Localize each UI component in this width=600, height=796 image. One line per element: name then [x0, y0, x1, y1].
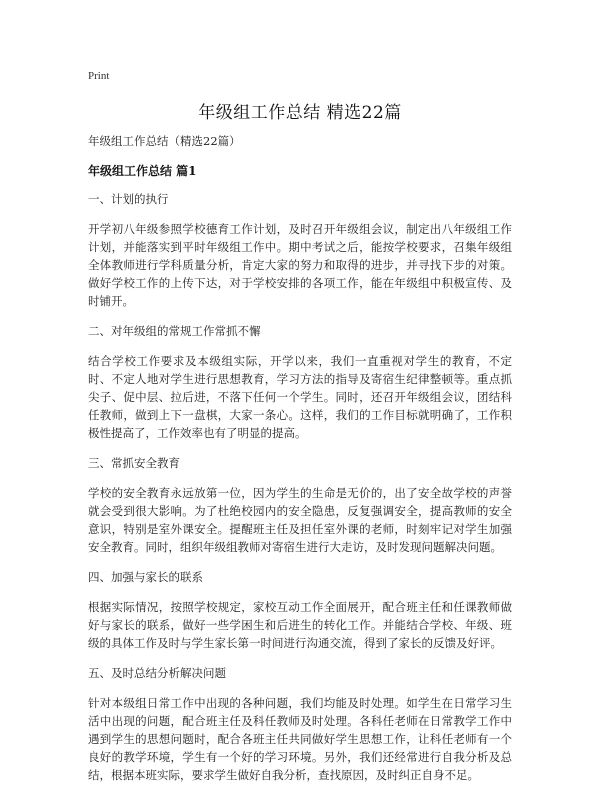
print-link[interactable]: Print [88, 70, 110, 82]
section-title: 年级组工作总结 篇1 [88, 164, 197, 178]
paragraph-3: 学校的安全教育永远放第一位，因为学生的生命是无价的，出了安全故学校的声誉就会受到很大影响。为了杜绝校园内的安全隐患，反复强调安全，提高教师的安全意识，特别是室外课安全。提醒班主任及担任室外课的老师，时刻牢记对学生加强安全教育。同时，组织年级组教师对寄宿生进行大走访，及时发现问题解决问题。 [88, 486, 512, 554]
section-heading-5: 五、及时总结分析解决问题 [88, 666, 226, 680]
paragraph-2: 结合学校工作要求及本级组实际，开学以来，我们一直重视对学生的教育，不定时、不定人地对学生进行思想教育，学习方法的指导及寄宿生纪律整顿等。重点抓尖子、促中层、拉后进，不落下任何一个学生。同时，还召开年级组会议，团结科任教师，做到上下一盘棋，大家一条心。这样，我们的工作目标就明确了，工作积极性提高了，工作效率也有了明显的提高。 [88, 354, 512, 440]
section-heading-4: 四、加强与家长的联系 [88, 570, 203, 584]
section-heading-1: 一、计划的执行 [88, 192, 169, 206]
document-subtitle: 年级组工作总结（精选22篇） [88, 134, 241, 148]
paragraph-5: 针对本级组日常工作中出现的各种问题，我们均能及时处理。如学生在日常学习生活中出现的问题，配合班主任及科任教师及时处理。各科任老师在日常教学工作中遇到学生的思想问题时，配合各班主任共同做好学生思想工作，让科任老师有一个良好的教学环境，学生有一个好的学习环境。另外，我们还经常进行自我分析及总结，根据本班实际，要求学生做好自我分析，查找原因，及时纠正自身不足。 [88, 696, 512, 782]
section-heading-3: 三、常抓安全教育 [88, 456, 180, 470]
document-body [88, 132, 512, 796]
paragraph-1: 开学初八年级参照学校德育工作计划，及时召开年级组会议，制定出八年级组工作计划，并能落实到平时年级组工作中。期中考试之后，能按学校要求，召集年级组全体教师进行学科质量分析，肯定大家的努力和取得的进步，并寻找下步的对策。做好学校工作的上传下达，对于学校安排的各项工作，能在年级组中积极宣传、及时铺开。 [88, 222, 512, 308]
section-heading-2: 二、对年级组的常规工作常抓不懈 [88, 324, 261, 338]
page-title: 年级组工作总结 精选22篇 [198, 103, 402, 123]
paragraph-4: 根据实际情况，按照学校规定，家校互动工作全面展开，配合班主任和任课教师做好与家长的联系，做好一些学困生和后进生的转化工作。并能结合学校、年级、班级的具体工作及时与学生家长第一时间进行沟通交流，得到了家长的反馈及好评。 [88, 600, 512, 650]
